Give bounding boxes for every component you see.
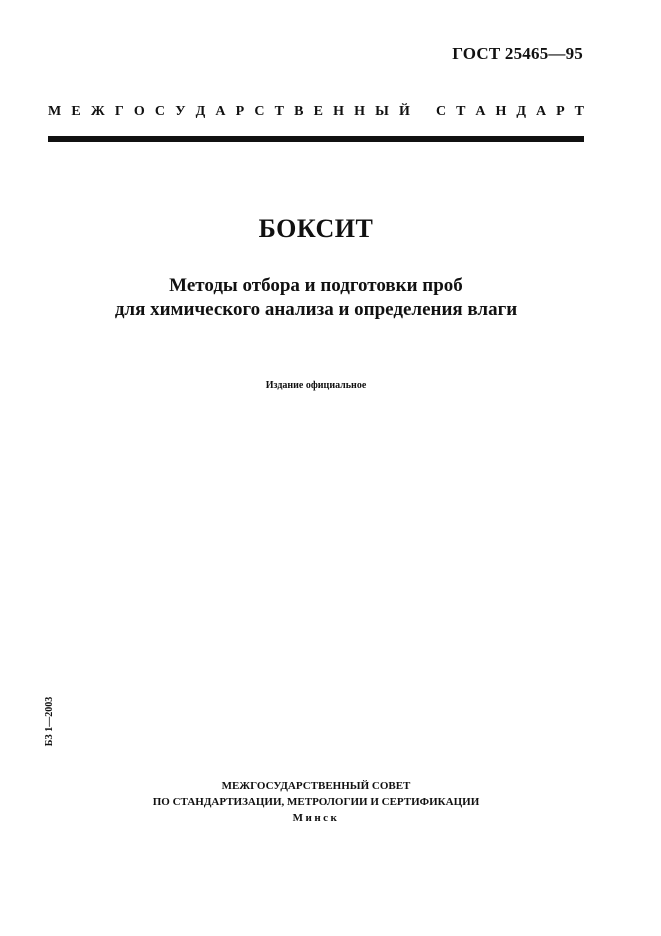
banner-letter: Т xyxy=(574,104,584,119)
publisher-line: МЕЖГОСУДАРСТВЕННЫЙ СОВЕТ xyxy=(221,780,411,792)
side-label-text: БЗ 1—2003 xyxy=(44,696,56,746)
publisher-city: Минск xyxy=(292,812,340,824)
banner-letter: Р xyxy=(556,104,565,119)
banner-letter: М xyxy=(48,104,62,119)
standard-type-banner xyxy=(48,104,584,120)
banner-letter: В xyxy=(294,104,304,119)
document-title: БОКСИТ xyxy=(258,214,374,243)
banner-letter: Р xyxy=(235,104,245,119)
banner-letter: Т xyxy=(456,104,466,119)
banner-word-standard xyxy=(436,104,584,120)
banner-letter: Е xyxy=(71,104,81,119)
banner-letter: С xyxy=(154,104,166,119)
banner-letter: У xyxy=(175,104,186,119)
banner-letter: Н xyxy=(495,104,507,119)
banner-word-interstate xyxy=(48,104,410,120)
banner-letter: С xyxy=(436,104,447,119)
banner-letter: Й xyxy=(399,104,410,119)
banner-letter: Ж xyxy=(90,104,105,119)
banner-letter: Д xyxy=(516,104,526,119)
banner-letter: С xyxy=(254,104,265,119)
banner-letter: Ы xyxy=(375,104,389,119)
banner-letter: Н xyxy=(354,104,365,119)
document-number: ГОСТ 25465—95 xyxy=(452,44,583,63)
subtitle-line: для химического анализа и определения влаги xyxy=(114,299,518,320)
banner-letter: О xyxy=(133,104,145,119)
subtitle-line: Методы отбора и подготовки проб xyxy=(169,275,463,296)
publisher-block xyxy=(0,778,632,826)
banner-letter: Н xyxy=(333,104,344,119)
publisher-line: ПО СТАНДАРТИЗАЦИИ, МЕТРОЛОГИИ И СЕРТИФИКАЦИИ xyxy=(152,796,480,808)
banner-letter: А xyxy=(475,104,486,119)
banner-letter: Е xyxy=(313,104,323,119)
banner-letter: Т xyxy=(274,104,284,119)
side-label xyxy=(40,690,60,752)
header-rule xyxy=(48,136,584,142)
banner-letter: А xyxy=(535,104,547,119)
edition-note: Издание официальное xyxy=(265,380,367,391)
banner-letter: Г xyxy=(114,104,124,119)
document-subtitle xyxy=(0,274,632,322)
banner-letter: Д xyxy=(195,104,206,119)
banner-letter: А xyxy=(215,104,226,119)
